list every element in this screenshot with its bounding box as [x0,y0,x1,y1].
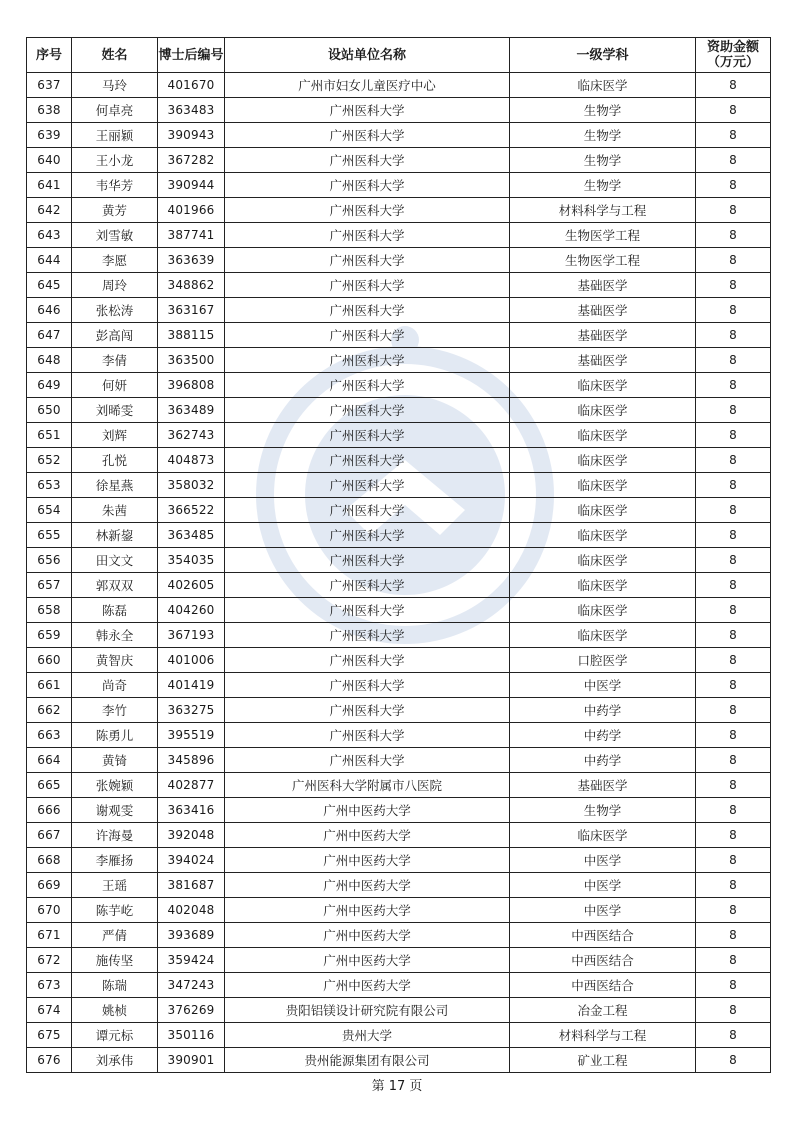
table-row [27,123,771,148]
cell-amount: 8 [696,823,771,848]
cell-amount: 8 [696,198,771,223]
cell-index: 647 [27,323,72,348]
cell-amount: 8 [696,973,771,998]
cell-amount: 8 [696,473,771,498]
cell-amount: 8 [696,598,771,623]
table-row [27,248,771,273]
cell-name: 王小龙 [72,148,158,173]
cell-discipline: 临床医学 [510,598,696,623]
cell-postdoc-id: 363416 [158,798,225,823]
cell-index: 668 [27,848,72,873]
cell-name: 徐星燕 [72,473,158,498]
cell-postdoc-id: 363167 [158,298,225,323]
cell-name: 朱茜 [72,498,158,523]
cell-amount: 8 [696,423,771,448]
cell-discipline: 基础医学 [510,273,696,298]
cell-institution: 广州医科大学 [225,698,510,723]
cell-postdoc-id: 366522 [158,498,225,523]
cell-name: 刘承伟 [72,1048,158,1073]
cell-index: 658 [27,598,72,623]
cell-institution: 广州医科大学 [225,223,510,248]
cell-institution: 广州医科大学 [225,198,510,223]
cell-discipline: 生物医学工程 [510,248,696,273]
cell-index: 643 [27,223,72,248]
cell-amount: 8 [696,248,771,273]
cell-discipline: 临床医学 [510,423,696,448]
cell-index: 673 [27,973,72,998]
cell-discipline: 冶金工程 [510,998,696,1023]
cell-index: 644 [27,248,72,273]
cell-institution: 广州医科大学 [225,148,510,173]
cell-amount: 8 [696,98,771,123]
cell-amount: 8 [696,623,771,648]
cell-index: 667 [27,823,72,848]
table-row [27,398,771,423]
cell-institution: 广州市妇女儿童医疗中心 [225,73,510,98]
cell-institution: 广州医科大学 [225,348,510,373]
cell-amount: 8 [696,798,771,823]
cell-name: 黄芳 [72,198,158,223]
cell-name: 施传坚 [72,948,158,973]
cell-name: 何妍 [72,373,158,398]
table-row [27,923,771,948]
cell-discipline: 临床医学 [510,623,696,648]
header-institution: 设站单位名称 [225,38,510,73]
cell-index: 669 [27,873,72,898]
cell-index: 662 [27,698,72,723]
cell-name: 刘晞雯 [72,398,158,423]
cell-discipline: 基础医学 [510,348,696,373]
cell-index: 641 [27,173,72,198]
table-row [27,498,771,523]
cell-amount: 8 [696,348,771,373]
table-row [27,1023,771,1048]
cell-amount: 8 [696,648,771,673]
cell-amount: 8 [696,548,771,573]
table-row [27,423,771,448]
cell-name: 刘雪敏 [72,223,158,248]
cell-amount: 8 [696,223,771,248]
cell-amount: 8 [696,923,771,948]
cell-postdoc-id: 401670 [158,73,225,98]
cell-discipline: 临床医学 [510,498,696,523]
cell-discipline: 中药学 [510,698,696,723]
cell-postdoc-id: 401966 [158,198,225,223]
cell-postdoc-id: 367193 [158,623,225,648]
table-row [27,148,771,173]
cell-index: 660 [27,648,72,673]
cell-postdoc-id: 348862 [158,273,225,298]
cell-postdoc-id: 404873 [158,448,225,473]
cell-institution: 广州医科大学 [225,573,510,598]
table-row [27,948,771,973]
cell-institution: 广州医科大学 [225,398,510,423]
cell-postdoc-id: 396808 [158,373,225,398]
cell-postdoc-id: 390943 [158,123,225,148]
cell-discipline: 临床医学 [510,373,696,398]
cell-postdoc-id: 345896 [158,748,225,773]
table-row [27,98,771,123]
cell-name: 王丽颖 [72,123,158,148]
cell-institution: 广州医科大学 [225,673,510,698]
table-row [27,998,771,1023]
cell-discipline: 生物学 [510,98,696,123]
cell-index: 637 [27,73,72,98]
cell-postdoc-id: 402605 [158,573,225,598]
cell-name: 韩永全 [72,623,158,648]
cell-postdoc-id: 401419 [158,673,225,698]
cell-postdoc-id: 354035 [158,548,225,573]
table-row [27,373,771,398]
cell-postdoc-id: 381687 [158,873,225,898]
cell-index: 645 [27,273,72,298]
table-row [27,648,771,673]
cell-index: 640 [27,148,72,173]
cell-index: 638 [27,98,72,123]
cell-name: 张婉颖 [72,773,158,798]
cell-postdoc-id: 390901 [158,1048,225,1073]
cell-institution: 广州中医药大学 [225,923,510,948]
cell-discipline: 中医学 [510,898,696,923]
cell-postdoc-id: 363483 [158,98,225,123]
cell-name: 黄锜 [72,748,158,773]
cell-discipline: 材料科学与工程 [510,198,696,223]
cell-institution: 广州医科大学 [225,473,510,498]
cell-postdoc-id: 387741 [158,223,225,248]
cell-institution: 广州中医药大学 [225,873,510,898]
cell-institution: 广州医科大学 [225,498,510,523]
table-row [27,273,771,298]
cell-postdoc-id: 350116 [158,1023,225,1048]
cell-discipline: 临床医学 [510,473,696,498]
cell-discipline: 临床医学 [510,548,696,573]
cell-discipline: 生物学 [510,148,696,173]
cell-institution: 广州医科大学 [225,523,510,548]
cell-name: 黄智庆 [72,648,158,673]
cell-institution: 广州医科大学 [225,723,510,748]
cell-amount: 8 [696,673,771,698]
cell-amount: 8 [696,848,771,873]
table-row [27,598,771,623]
cell-index: 671 [27,923,72,948]
cell-name: 严倩 [72,923,158,948]
table-row [27,748,771,773]
cell-index: 651 [27,423,72,448]
cell-name: 周玲 [72,273,158,298]
cell-institution: 广州中医药大学 [225,898,510,923]
table-row [27,623,771,648]
cell-index: 674 [27,998,72,1023]
cell-name: 王瑶 [72,873,158,898]
cell-name: 许海曼 [72,823,158,848]
cell-index: 650 [27,398,72,423]
cell-institution: 广州医科大学 [225,123,510,148]
cell-institution: 广州医科大学 [225,323,510,348]
cell-index: 664 [27,748,72,773]
cell-postdoc-id: 359424 [158,948,225,973]
cell-discipline: 临床医学 [510,73,696,98]
cell-discipline: 生物医学工程 [510,223,696,248]
cell-postdoc-id: 362743 [158,423,225,448]
cell-institution: 广州医科大学 [225,623,510,648]
cell-name: 李倩 [72,348,158,373]
cell-institution: 广州医科大学 [225,373,510,398]
cell-discipline: 临床医学 [510,823,696,848]
cell-discipline: 临床医学 [510,573,696,598]
cell-institution: 广州医科大学 [225,548,510,573]
cell-index: 659 [27,623,72,648]
table-row [27,198,771,223]
cell-amount: 8 [696,298,771,323]
cell-amount: 8 [696,1048,771,1073]
header-amount: 资助金额（万元） [696,38,771,73]
cell-postdoc-id: 363489 [158,398,225,423]
cell-institution: 广州中医药大学 [225,848,510,873]
cell-discipline: 基础医学 [510,773,696,798]
cell-institution: 广州医科大学 [225,748,510,773]
cell-institution: 广州医科大学 [225,173,510,198]
page-number: 第 17 页 [371,1079,423,1094]
cell-institution: 贵州能源集团有限公司 [225,1048,510,1073]
cell-discipline: 材料科学与工程 [510,1023,696,1048]
cell-postdoc-id: 358032 [158,473,225,498]
cell-index: 666 [27,798,72,823]
cell-postdoc-id: 363485 [158,523,225,548]
cell-institution: 广州中医药大学 [225,823,510,848]
cell-postdoc-id: 404260 [158,598,225,623]
cell-amount: 8 [696,1023,771,1048]
cell-amount: 8 [696,998,771,1023]
cell-postdoc-id: 363275 [158,698,225,723]
table-row [27,873,771,898]
cell-postdoc-id: 394024 [158,848,225,873]
cell-amount: 8 [696,448,771,473]
cell-amount: 8 [696,523,771,548]
table-row [27,723,771,748]
cell-discipline: 中医学 [510,873,696,898]
cell-institution: 贵阳铝镁设计研究院有限公司 [225,998,510,1023]
cell-discipline: 中药学 [510,748,696,773]
cell-index: 649 [27,373,72,398]
cell-name: 孔悦 [72,448,158,473]
cell-index: 675 [27,1023,72,1048]
cell-discipline: 中药学 [510,723,696,748]
cell-name: 谭元标 [72,1023,158,1048]
table-row [27,298,771,323]
cell-discipline: 生物学 [510,798,696,823]
cell-institution: 广州医科大学 [225,298,510,323]
cell-amount: 8 [696,748,771,773]
cell-name: 郭双双 [72,573,158,598]
cell-postdoc-id: 390944 [158,173,225,198]
cell-name: 陈芋屹 [72,898,158,923]
cell-discipline: 中医学 [510,673,696,698]
cell-name: 陈瑞 [72,973,158,998]
cell-amount: 8 [696,173,771,198]
table-header-row [27,38,771,73]
table-row [27,548,771,573]
cell-index: 665 [27,773,72,798]
cell-postdoc-id: 393689 [158,923,225,948]
cell-discipline: 生物学 [510,173,696,198]
cell-postdoc-id: 402048 [158,898,225,923]
cell-discipline: 临床医学 [510,448,696,473]
cell-name: 何卓亮 [72,98,158,123]
table-row [27,673,771,698]
cell-amount: 8 [696,723,771,748]
table-row [27,448,771,473]
cell-name: 韦华芳 [72,173,158,198]
cell-index: 656 [27,548,72,573]
cell-amount: 8 [696,498,771,523]
table-row [27,223,771,248]
cell-discipline: 口腔医学 [510,648,696,673]
cell-postdoc-id: 395519 [158,723,225,748]
table-row [27,898,771,923]
table-row [27,348,771,373]
cell-institution: 广州中医药大学 [225,973,510,998]
cell-name: 田文文 [72,548,158,573]
cell-amount: 8 [696,273,771,298]
cell-name: 姚桢 [72,998,158,1023]
cell-index: 639 [27,123,72,148]
cell-amount: 8 [696,123,771,148]
cell-institution: 广州医科大学 [225,273,510,298]
cell-name: 刘辉 [72,423,158,448]
table-row [27,1048,771,1073]
cell-name: 李愿 [72,248,158,273]
funding-table [26,37,771,1073]
cell-postdoc-id: 363500 [158,348,225,373]
cell-amount: 8 [696,73,771,98]
cell-discipline: 临床医学 [510,398,696,423]
cell-discipline: 矿业工程 [510,1048,696,1073]
cell-index: 670 [27,898,72,923]
cell-discipline: 中西医结合 [510,973,696,998]
cell-postdoc-id: 376269 [158,998,225,1023]
cell-amount: 8 [696,323,771,348]
cell-index: 653 [27,473,72,498]
cell-discipline: 基础医学 [510,323,696,348]
cell-index: 642 [27,198,72,223]
cell-institution: 广州医科大学 [225,98,510,123]
cell-discipline: 中医学 [510,848,696,873]
cell-index: 661 [27,673,72,698]
cell-name: 尚奇 [72,673,158,698]
cell-amount: 8 [696,773,771,798]
cell-postdoc-id: 367282 [158,148,225,173]
cell-postdoc-id: 401006 [158,648,225,673]
cell-institution: 广州医科大学 [225,598,510,623]
cell-index: 655 [27,523,72,548]
cell-amount: 8 [696,948,771,973]
cell-index: 672 [27,948,72,973]
cell-name: 马玲 [72,73,158,98]
cell-name: 林新鋆 [72,523,158,548]
cell-institution: 贵州大学 [225,1023,510,1048]
cell-name: 李雁扬 [72,848,158,873]
cell-institution: 广州中医药大学 [225,948,510,973]
table-row [27,973,771,998]
cell-name: 谢观雯 [72,798,158,823]
cell-index: 663 [27,723,72,748]
cell-discipline: 基础医学 [510,298,696,323]
cell-discipline: 中西医结合 [510,923,696,948]
cell-index: 654 [27,498,72,523]
header-postdoc-id: 博士后编号 [158,38,225,73]
cell-institution: 广州医科大学附属市八医院 [225,773,510,798]
cell-index: 646 [27,298,72,323]
cell-amount: 8 [696,373,771,398]
cell-amount: 8 [696,398,771,423]
cell-index: 648 [27,348,72,373]
cell-name: 陈磊 [72,598,158,623]
cell-postdoc-id: 363639 [158,248,225,273]
cell-name: 张松涛 [72,298,158,323]
table-row [27,798,771,823]
cell-amount: 8 [696,148,771,173]
cell-institution: 广州医科大学 [225,648,510,673]
cell-institution: 广州医科大学 [225,423,510,448]
cell-amount: 8 [696,698,771,723]
table-row [27,573,771,598]
cell-name: 陈勇儿 [72,723,158,748]
cell-institution: 广州中医药大学 [225,798,510,823]
table-row [27,323,771,348]
cell-discipline: 临床医学 [510,523,696,548]
table-row [27,523,771,548]
cell-index: 676 [27,1048,72,1073]
table-row [27,823,771,848]
cell-name: 李竹 [72,698,158,723]
cell-amount: 8 [696,573,771,598]
header-index: 序号 [27,38,72,73]
cell-postdoc-id: 347243 [158,973,225,998]
table-row [27,173,771,198]
cell-index: 652 [27,448,72,473]
cell-amount: 8 [696,873,771,898]
cell-postdoc-id: 388115 [158,323,225,348]
table-row [27,848,771,873]
cell-postdoc-id: 402877 [158,773,225,798]
cell-postdoc-id: 392048 [158,823,225,848]
table-body [27,73,771,1073]
cell-name: 彭高闯 [72,323,158,348]
cell-institution: 广州医科大学 [225,248,510,273]
table-row [27,698,771,723]
table-row [27,473,771,498]
table-row [27,773,771,798]
cell-institution: 广州医科大学 [225,448,510,473]
cell-index: 657 [27,573,72,598]
header-discipline: 一级学科 [510,38,696,73]
header-name: 姓名 [72,38,158,73]
table-row [27,73,771,98]
cell-amount: 8 [696,898,771,923]
cell-discipline: 生物学 [510,123,696,148]
cell-discipline: 中西医结合 [510,948,696,973]
